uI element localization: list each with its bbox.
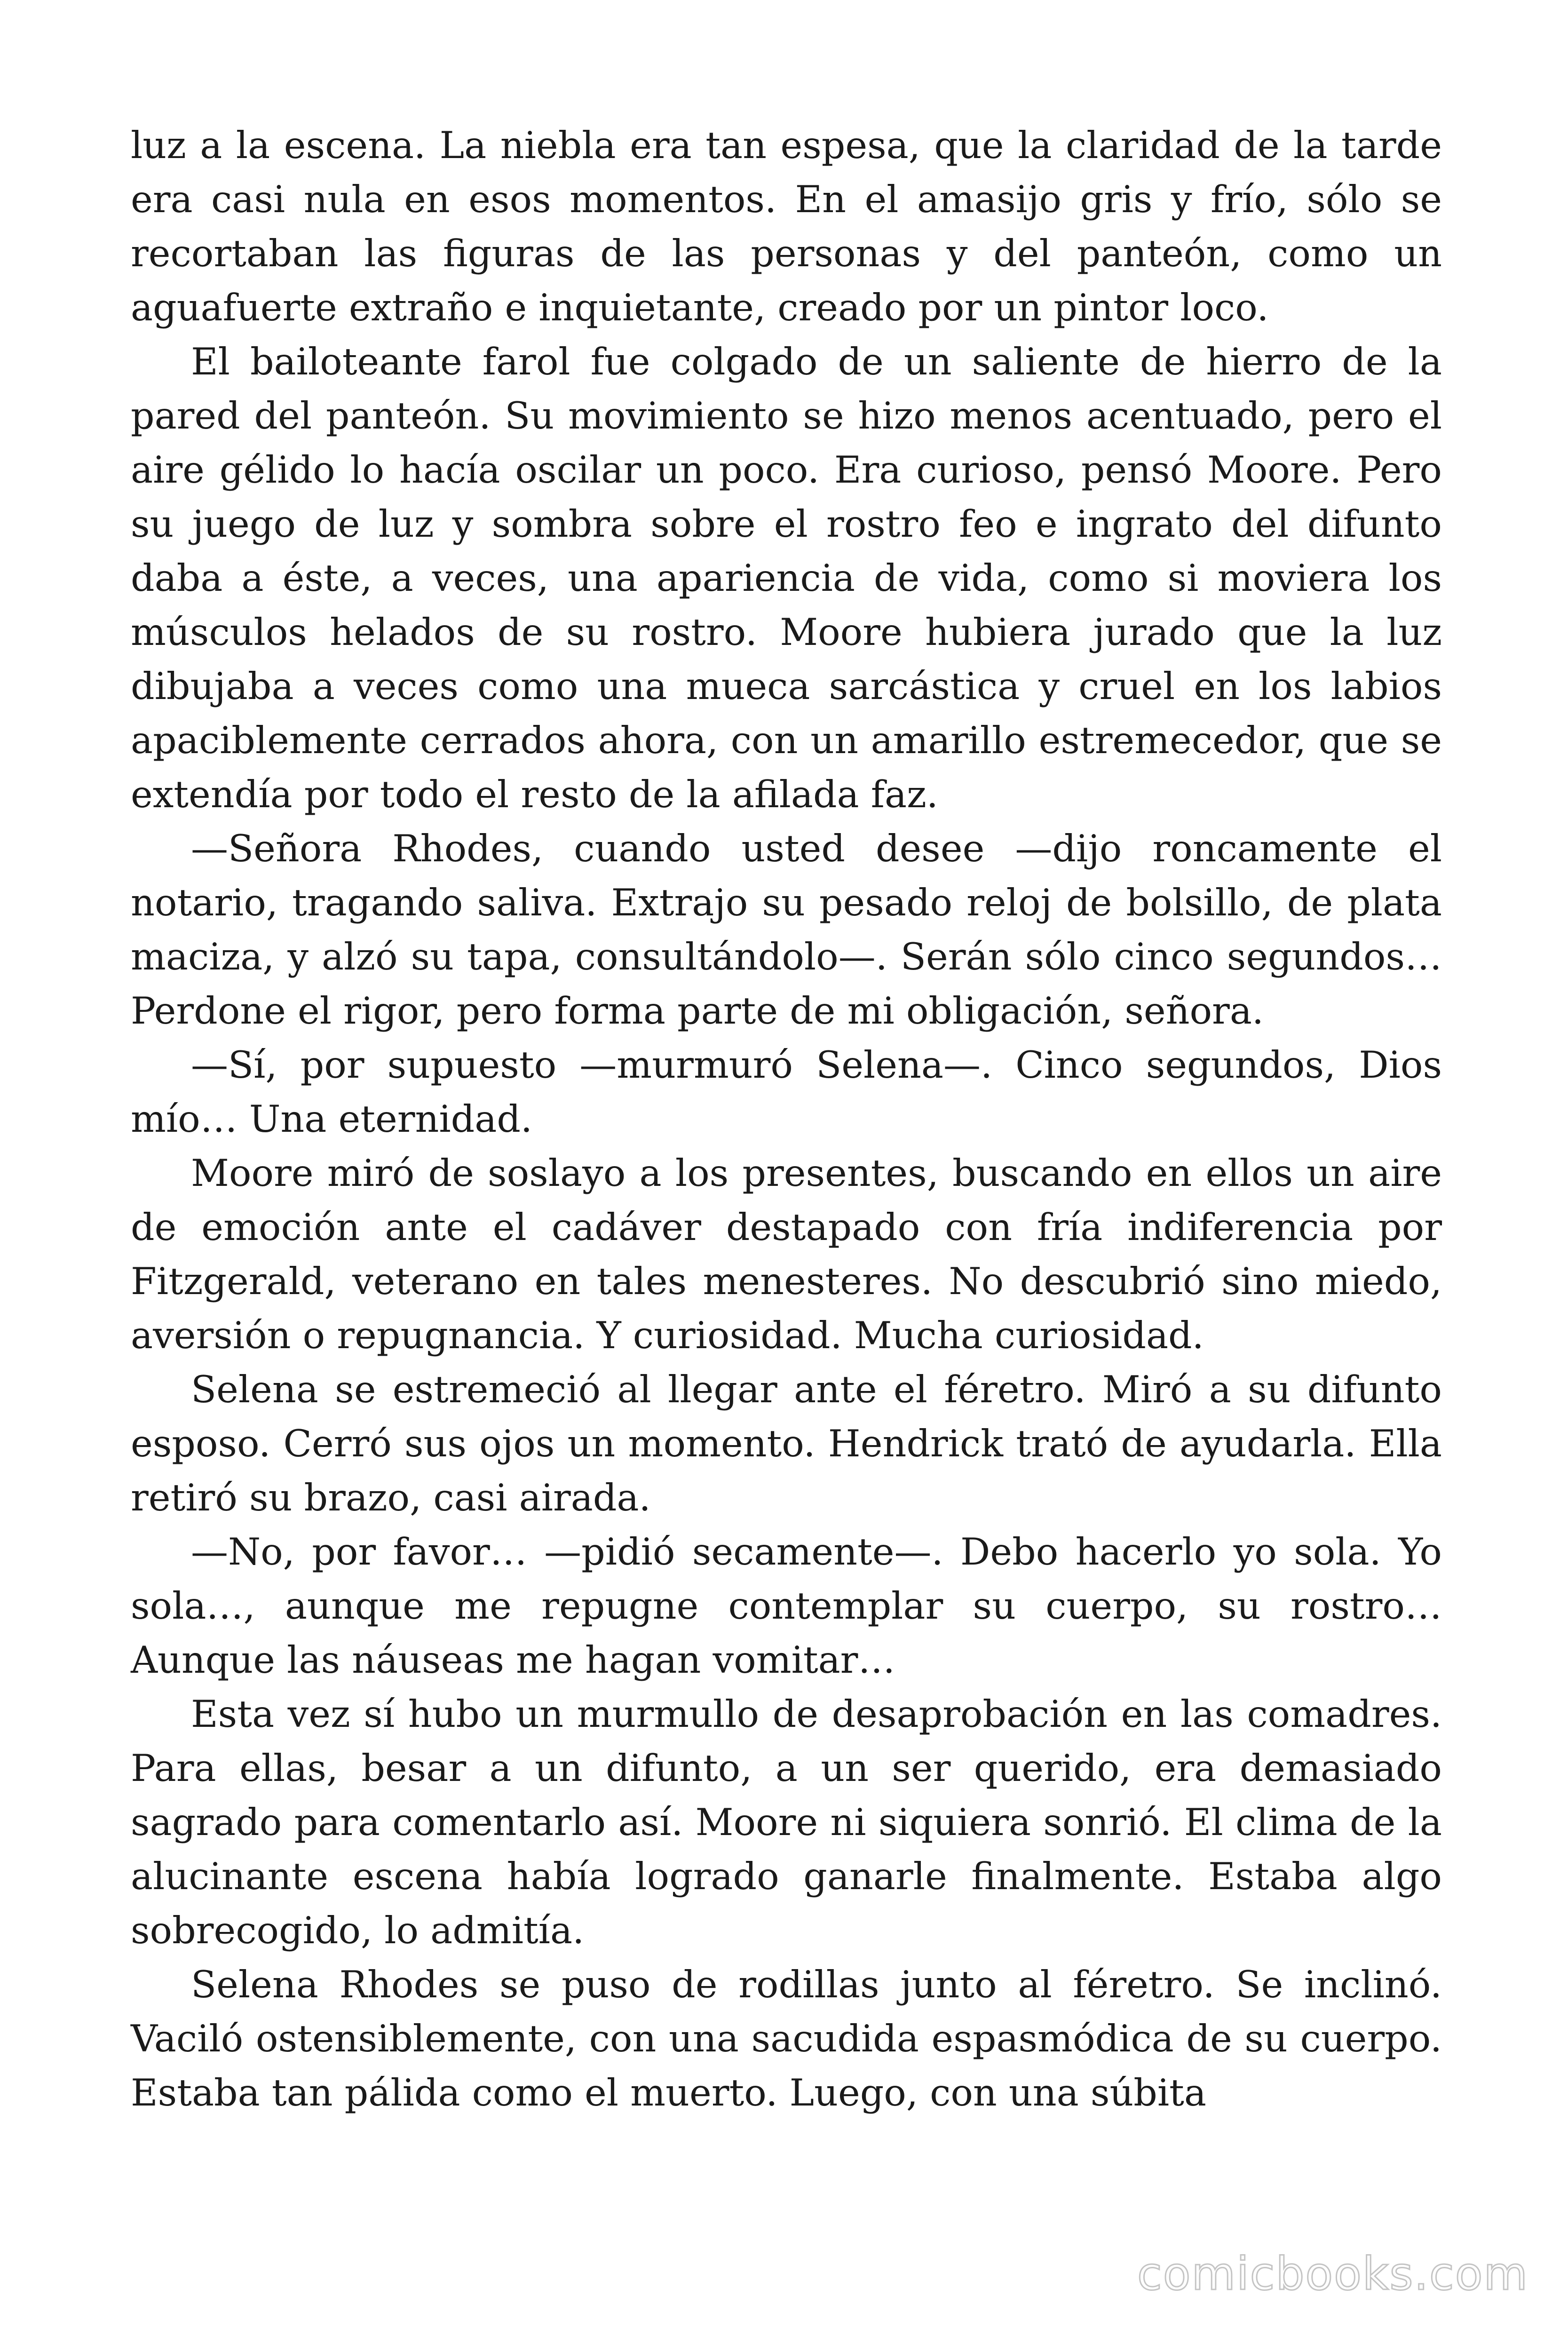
paragraph-4: —Sí, por supuesto —murmuró Selena—. Cinco segundos, Dios mío… Una eternidad. — [131, 1043, 1442, 1141]
body-text — [131, 119, 1442, 2120]
paragraph-8: Esta vez sí hubo un murmullo de desaprobación en las comadres. Para ellas, besar a un difunto, a un ser querido, era demasiado sagrado para comentarlo así. Moore ni siquiera sonrió. El clima de la alucinante escena había logrado ganarle finalmente. Estaba algo sobrecogido, lo admitía. — [131, 1692, 1442, 1952]
paragraph-9: Selena Rhodes se puso de rodillas junto al féretro. Se inclinó. Vaciló ostensiblemente, con una sacudida espasmódica de su cuerpo. Estaba tan pálida como el muerto. Luego, con una súbita — [131, 1963, 1442, 2114]
paragraph-1: luz a la escena. La niebla era tan espesa, que la claridad de la tarde era casi nula en esos momentos. En el amasijo gris y frío, sólo se recortaban las figuras de las personas y del panteón, como un aguafuerte extraño e inquietante, creado por un pintor loco. — [131, 124, 1442, 329]
site-watermark: comicbooks.com — [1137, 2248, 1528, 2300]
paragraph-2: El bailoteante farol fue colgado de un saliente de hierro de la pared del panteón. Su movimiento se hizo menos acentuado, pero el aire gélido lo hacía oscilar un poco. Era curioso, pensó Moore. Pero su juego de luz y sombra sobre el rostro feo e ingrato del difunto daba a éste, a veces, una apariencia de vida, como si moviera los músculos helados de su rostro. Moore hubiera jurado que la luz dibujaba a veces como una mueca sarcástica y cruel en los labios apaciblemente cerrados ahora, con un amarillo estremecedor, que se extendía por todo el resto de la afilada faz. — [131, 340, 1442, 816]
paragraph-5: Moore miró de soslayo a los presentes, buscando en ellos un aire de emoción ante el cadáver destapado con fría indiferencia por Fitzgerald, veterano en tales menesteres. No descubrió sino miedo, aversión o repugnancia. Y curiosidad. Mucha curiosidad. — [131, 1152, 1442, 1357]
paragraph-7: —No, por favor… —pidió secamente—. Debo hacerlo yo sola. Yo sola…, aunque me repugne contemplar su cuerpo, su rostro… Aunque las náuseas me hagan vomitar… — [131, 1530, 1442, 1682]
paragraph-6: Selena se estremeció al llegar ante el féretro. Miró a su difunto esposo. Cerró sus ojos un momento. Hendrick trató de ayudarla. Ella retiró su brazo, casi airada. — [131, 1368, 1442, 1519]
paragraph-3: —Señora Rhodes, cuando usted desee —dijo roncamente el notario, tragando saliva. Extrajo su pesado reloj de bolsillo, de plata maciza, y alzó su tapa, consultándolo—. Serán sólo cinco segundos… Perdone el rigor, pero forma parte de mi obligación, señora. — [131, 827, 1442, 1033]
